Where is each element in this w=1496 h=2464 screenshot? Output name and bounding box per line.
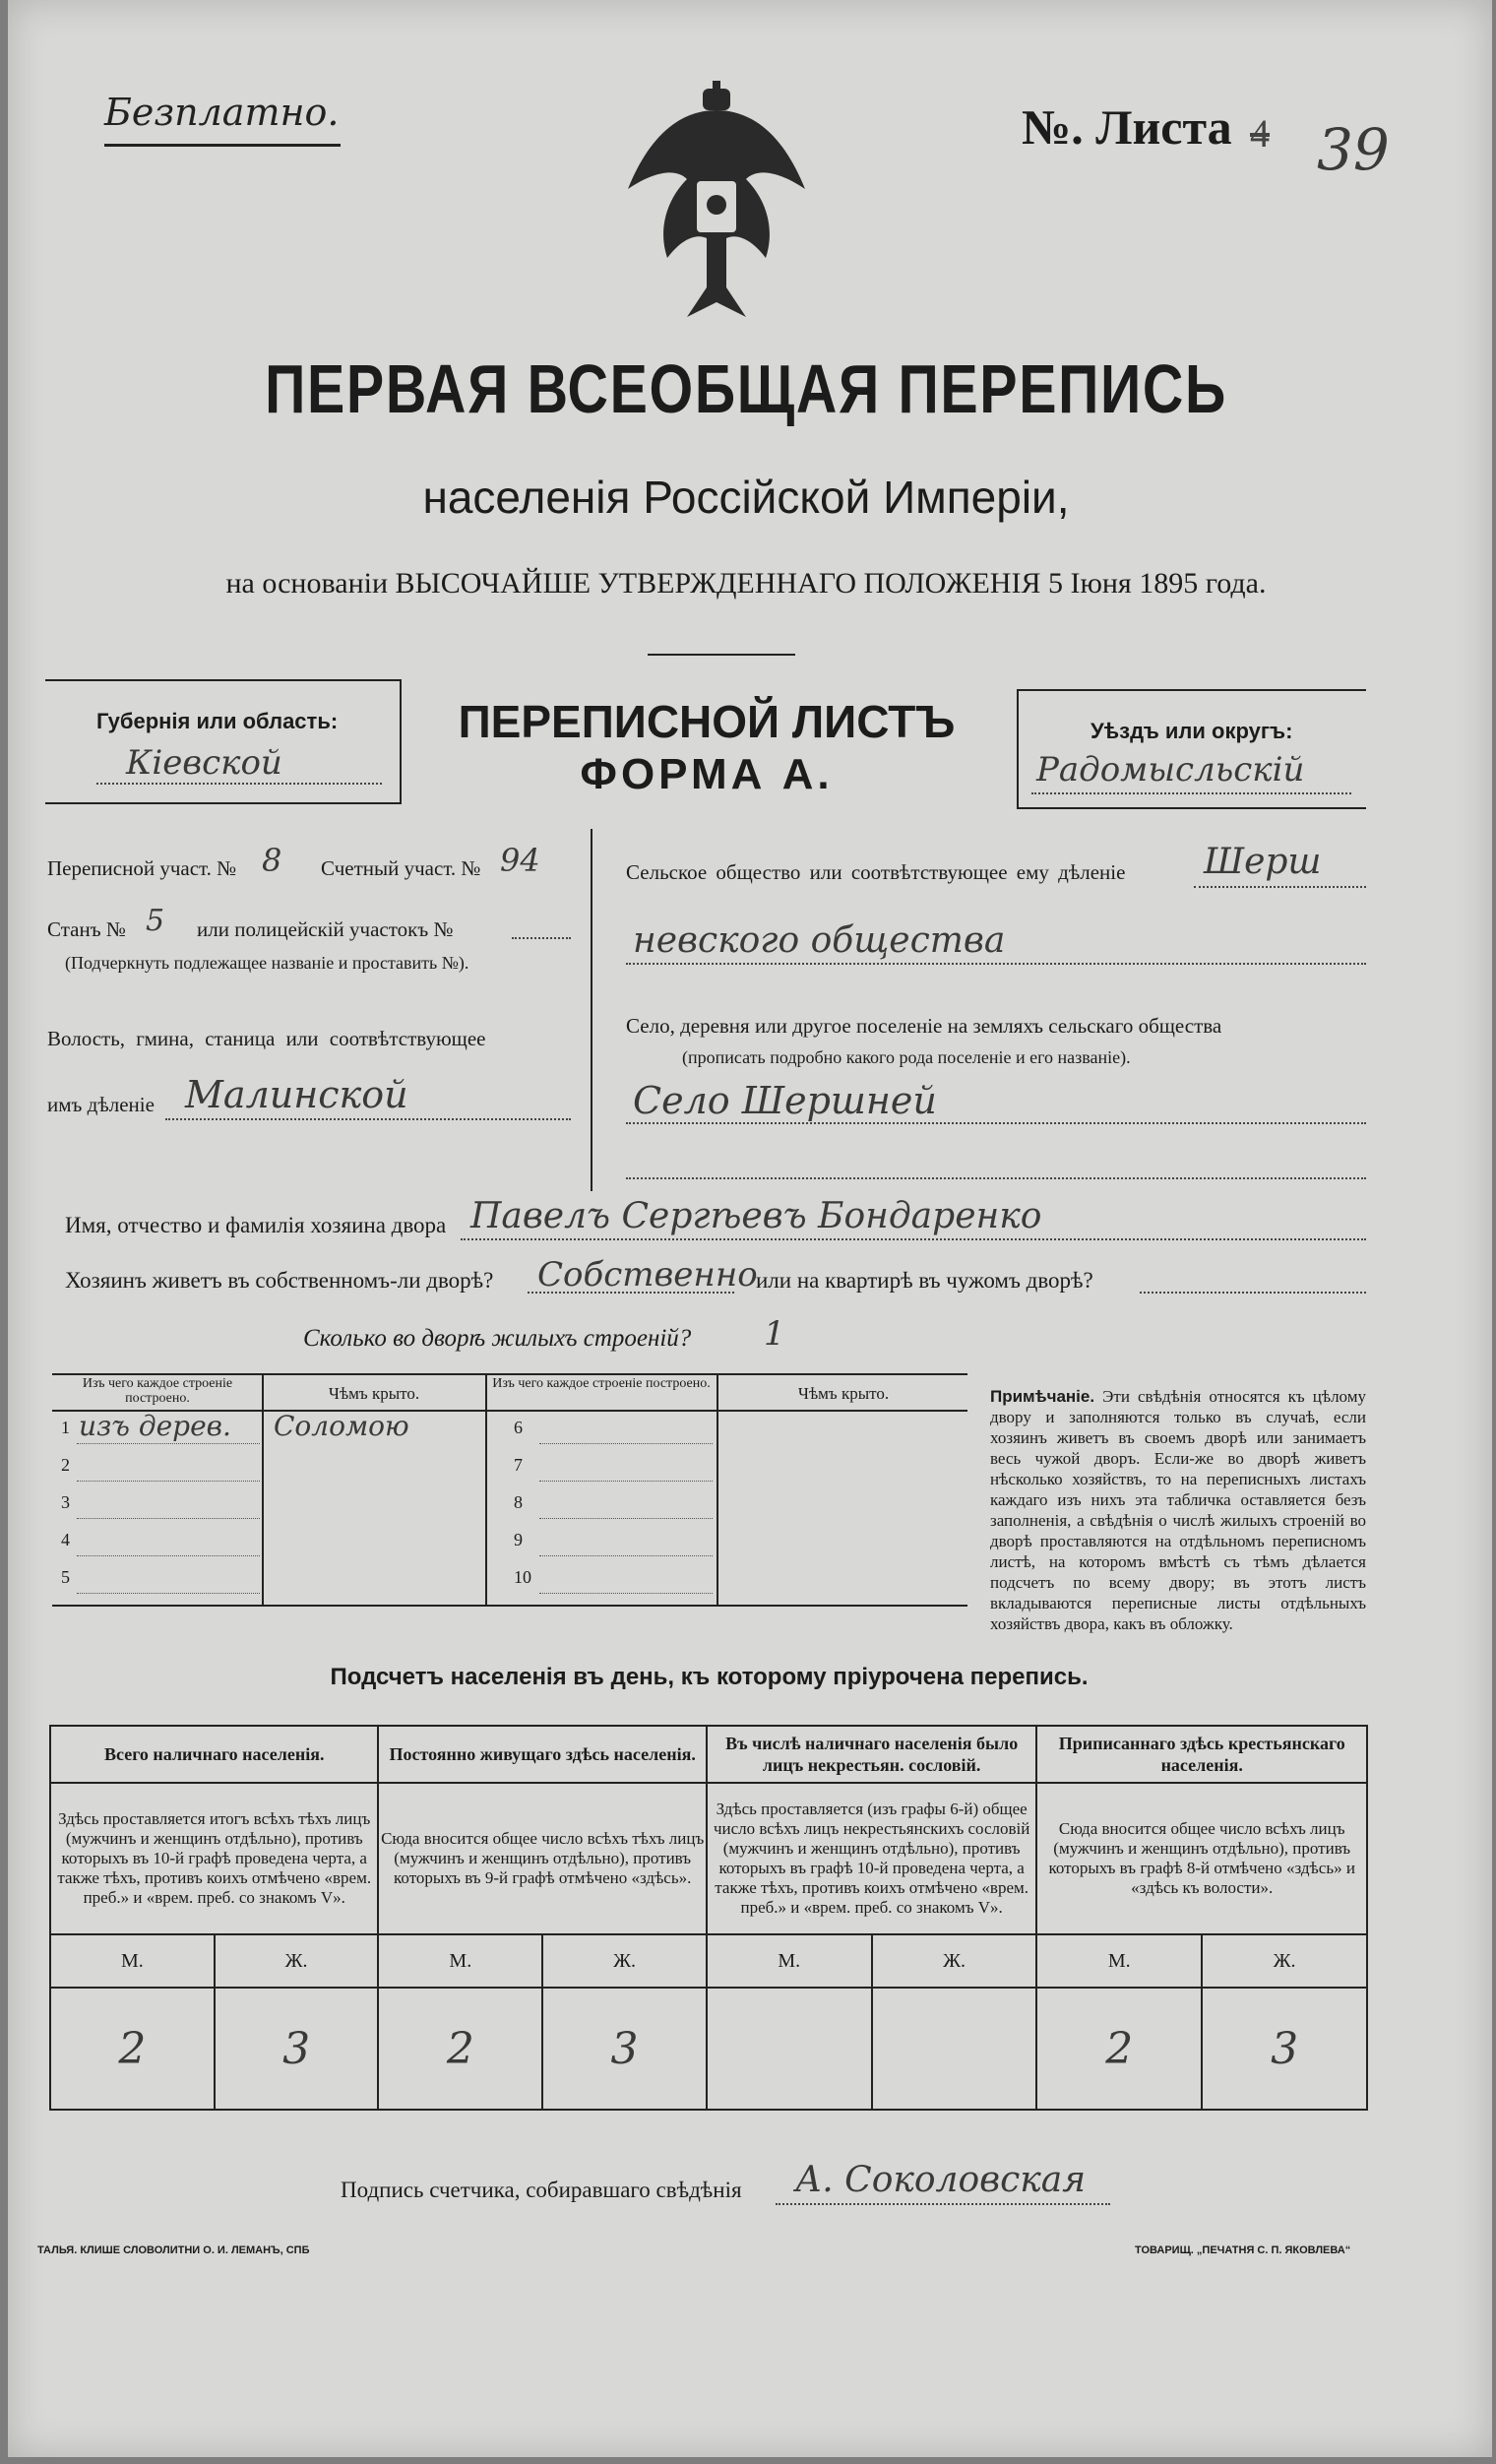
basis-line: на основаніи ВЫСОЧАЙШЕ УТВЕРЖДЕННАГО ПОЛОЖЕНІЯ 5 Іюня 1895 года. <box>225 567 1267 600</box>
building-row-roof: Соломою <box>274 1410 409 1442</box>
census-district-value: 8 <box>262 842 282 879</box>
pop-col1-f-label: Ж. <box>215 1934 379 1988</box>
pop-col3-m-label: М. <box>707 1934 872 1988</box>
population-heading: Подсчетъ населенія въ день, къ которому пріурочена перепись. <box>330 1664 1089 1690</box>
building-row-line <box>77 1555 260 1556</box>
buildings-col-divider-1 <box>262 1373 264 1605</box>
fields-vertical-divider <box>591 829 592 1191</box>
pop-col1-desc: Здѣсь проставляется итогъ всѣхъ тѣхъ лицъ (мужчинъ и женщинъ отдѣльно), противъ которыхъ въ 10-й графѣ проведена черта, а также тѣхъ, противъ коихъ отмѣчено «врем. преб.» и «врем. преб. со знакомъ V». <box>50 1783 378 1934</box>
building-row-number: 10 <box>514 1567 531 1587</box>
banner-right-divider <box>1017 689 1019 807</box>
pop-col3-m-value <box>707 1988 872 2110</box>
pop-col3-f-value <box>872 1988 1037 2110</box>
volost-value: Малинской <box>185 1073 408 1116</box>
building-row-line <box>539 1518 713 1519</box>
buildings-col-roof-left: Чѣмъ крыто. <box>328 1384 420 1403</box>
banner-top-left-rule <box>45 679 402 681</box>
volost-label: Волость, гмина, станица или соотвѣтствующее <box>47 1027 486 1050</box>
pop-col2-title: Постоянно живущаго здѣсь населенія. <box>378 1726 706 1783</box>
building-row-line <box>539 1593 713 1594</box>
main-title: ПЕРВАЯ ВСЕОБЩАЯ ПЕРЕПИСЬ <box>265 350 1227 427</box>
census-district-label: Переписной участ. № <box>47 856 237 880</box>
free-underline <box>104 144 341 147</box>
building-row-line <box>77 1481 260 1482</box>
buildings-table-bottom <box>52 1605 967 1607</box>
sheet-number-value: 39 <box>1317 116 1390 183</box>
buildings-col-material-left: Изъ чего каждое строеніе построено. <box>82 1376 233 1406</box>
pop-col3-title: Въ числѣ наличнаго населенія было лицъ некрестьян. сословій. <box>707 1726 1037 1783</box>
pop-col2-m-label: М. <box>378 1934 542 1988</box>
census-form-sheet <box>8 0 1492 2457</box>
building-row-line <box>539 1481 713 1482</box>
pop-col4-m-label: М. <box>1036 1934 1202 1988</box>
volost-label-2: имъ дѣленіе <box>47 1093 155 1116</box>
village-line-2 <box>626 1177 1366 1179</box>
banner-bottom-right-rule <box>1017 807 1366 809</box>
form-subtitle: ФОРМА А. <box>580 750 834 798</box>
footer-left: ТАЛЬЯ. КЛИШЕ СЛОВОЛИТНИ О. И. ЛЕМАНЪ, СПБ <box>37 2244 310 2256</box>
buildings-col-divider-2 <box>485 1373 487 1605</box>
buildings-col-material-right: Изъ чего каждое строеніе построено. <box>492 1376 711 1391</box>
banner-bottom-left-rule <box>45 802 402 804</box>
sheet-number-crossed: 4 <box>1250 111 1270 156</box>
pop-col4-title: Приписаннаго здѣсь крестьянскаго населенія. <box>1036 1726 1367 1783</box>
buildings-col-roof-right: Чѣмъ крыто. <box>797 1384 890 1403</box>
buildings-count-label: Сколько во дворѣ жилыхъ строеній? <box>303 1325 692 1352</box>
stan-label: Станъ № <box>47 917 126 941</box>
building-row-number: 8 <box>514 1492 523 1512</box>
footer-right: ТОВАРИЩ. „ПЕЧАТНЯ С. П. ЯКОВЛЕВА“ <box>1135 2244 1351 2256</box>
note-text: Эти свѣдѣнія относятся къ цѣлому двору и заполняются только въ случаѣ, если хозяинъ живетъ въ своемъ дворѣ или занимаетъ весь чужой дворъ. Если-же во дворѣ живетъ нѣсколько хозяйствъ, то на переписныхъ листахъ каждаго изъ нихъ эта табличка оставляется безъ заполненія, а свѣдѣнія о числѣ жилыхъ строеній во дворѣ проставляются на отдѣльномъ переписномъ листѣ, на которомъ вмѣстѣ съ тѣмъ дѣлается подсчетъ по всему двору; въ этотъ листъ вкладываются переписные листы отдѣльныхъ хозяйствъ двора, какъ въ обложку. <box>990 1387 1366 1633</box>
district-value: Радомысльскій <box>1036 750 1305 790</box>
banner-left-divider <box>400 679 402 802</box>
province-line <box>96 783 382 785</box>
eagle-emblem-icon <box>608 81 825 327</box>
pop-col2-desc: Сюда вносится общее число всѣхъ тѣхъ лицъ (мужчинъ и женщинъ отдѣльно), противъ которыхъ въ 9-й графѣ отмѣчено «здѣсь». <box>378 1783 706 1934</box>
free-label: Безплатно. <box>104 91 340 134</box>
pop-col4-m-value: 2 <box>1036 1988 1202 2110</box>
society-value-1: Шерш <box>1204 842 1322 882</box>
owner-lives-value: Собственно <box>537 1255 758 1295</box>
form-title: ПЕРЕПИСНОЙ ЛИСТЪ <box>458 696 956 747</box>
village-value: Село Шершней <box>633 1079 937 1122</box>
building-row-line <box>539 1443 713 1444</box>
village-hint: (прописать подробно какого рода поселеніе и его названіе). <box>682 1047 1131 1067</box>
volost-line <box>165 1118 571 1120</box>
pop-col4-f-label: Ж. <box>1202 1934 1367 1988</box>
pop-col3-desc: Здѣсь проставляется (изъ графы 6-й) общее число всѣхъ лицъ некрестьянскихъ сословій (мужчинъ и женщинъ отдѣльно), противъ которыхъ въ графѣ 10-й проведена черта, а также тѣхъ, противъ коихъ отмѣчено «врем. преб.» и «врем. преб. со знакомъ V». <box>707 1783 1037 1934</box>
buildings-table-top <box>52 1373 967 1375</box>
building-row-number: 4 <box>61 1530 70 1549</box>
building-row-material: изъ дерев. <box>79 1410 231 1442</box>
society-line-2 <box>626 963 1366 965</box>
building-row-number: 7 <box>514 1455 523 1475</box>
building-row-number: 5 <box>61 1567 70 1587</box>
stan-value: 5 <box>146 904 165 938</box>
village-label: Село, деревня или другое поселеніе на земляхъ сельскаго общества <box>626 1014 1222 1038</box>
signature-line <box>776 2203 1110 2205</box>
apartment-label: или на квартирѣ въ чужомъ дворѣ? <box>756 1268 1093 1293</box>
society-label: Сельское общество или соотвѣтствующее ему дѣленіе <box>626 860 1126 884</box>
district-line <box>1031 792 1351 794</box>
pop-col1-title: Всего наличнаго населенія. <box>50 1726 378 1783</box>
building-row-number: 1 <box>61 1418 70 1437</box>
owner-name-line <box>461 1238 1366 1240</box>
count-district-value: 94 <box>500 842 540 879</box>
building-row-line <box>539 1555 713 1556</box>
district-label: Уѣздъ или округъ: <box>1091 719 1293 743</box>
pop-col4-desc: Сюда вносится общее число всѣхъ лицъ (мужчинъ и женщинъ отдѣльно), противъ которыхъ въ графѣ 8-й отмѣчено «здѣсь» и «здѣсь къ волости». <box>1036 1783 1367 1934</box>
apartment-line <box>1140 1292 1366 1294</box>
owner-lives-label: Хозяинъ живетъ въ собственномъ-ли дворѣ? <box>65 1268 494 1293</box>
province-value: Кіевской <box>126 743 282 783</box>
building-row-number: 6 <box>514 1418 523 1437</box>
pop-col4-f-value: 3 <box>1202 1988 1367 2110</box>
population-table <box>49 1725 1368 2111</box>
pop-col3-f-label: Ж. <box>872 1934 1037 1988</box>
banner-top-right-rule <box>1017 689 1366 691</box>
building-row-line <box>77 1443 260 1444</box>
owner-name-label: Имя, отчество и фамилія хозяина двора <box>65 1213 447 1237</box>
society-value-2: невского общества <box>633 920 1006 961</box>
village-line-1 <box>626 1122 1366 1124</box>
building-row-line <box>77 1518 260 1519</box>
building-row-line <box>77 1593 260 1594</box>
sheet-number-label: №. Листа <box>1022 99 1232 155</box>
ornament-divider <box>648 654 795 656</box>
note-block <box>990 1386 1366 1634</box>
pop-col2-f-value: 3 <box>542 1988 707 2110</box>
building-row-number: 3 <box>61 1492 70 1512</box>
signature-label: Подпись счетчика, собиравшаго свѣдѣнія <box>341 2178 742 2202</box>
stan-hint: (Подчеркнуть подлежащее названіе и проставить №). <box>65 953 469 973</box>
owner-lives-line <box>528 1292 734 1294</box>
owner-name-value: Павелъ Сергѣевъ Бондаренко <box>470 1196 1042 1236</box>
buildings-count-value: 1 <box>764 1314 785 1354</box>
buildings-col-divider-3 <box>717 1373 718 1605</box>
note-label: Примѣчаніе. <box>990 1387 1095 1406</box>
signature-value: А. Соколовская <box>795 2160 1087 2200</box>
pop-col2-m-value: 2 <box>378 1988 542 2110</box>
pop-col2-f-label: Ж. <box>542 1934 707 1988</box>
society-line-1 <box>1194 886 1366 888</box>
pop-col1-m-value: 2 <box>50 1988 215 2110</box>
province-label: Губернія или область: <box>96 709 339 733</box>
police-district-line <box>512 937 571 939</box>
building-row-number: 9 <box>514 1530 523 1549</box>
building-row-number: 2 <box>61 1455 70 1475</box>
police-district-label: или полицейскій участокъ № <box>197 917 454 941</box>
subtitle: населенія Россійской Имперіи, <box>422 472 1070 523</box>
pop-col1-m-label: М. <box>50 1934 215 1988</box>
pop-col1-f-value: 3 <box>215 1988 379 2110</box>
count-district-label: Счетный участ. № <box>321 856 481 880</box>
